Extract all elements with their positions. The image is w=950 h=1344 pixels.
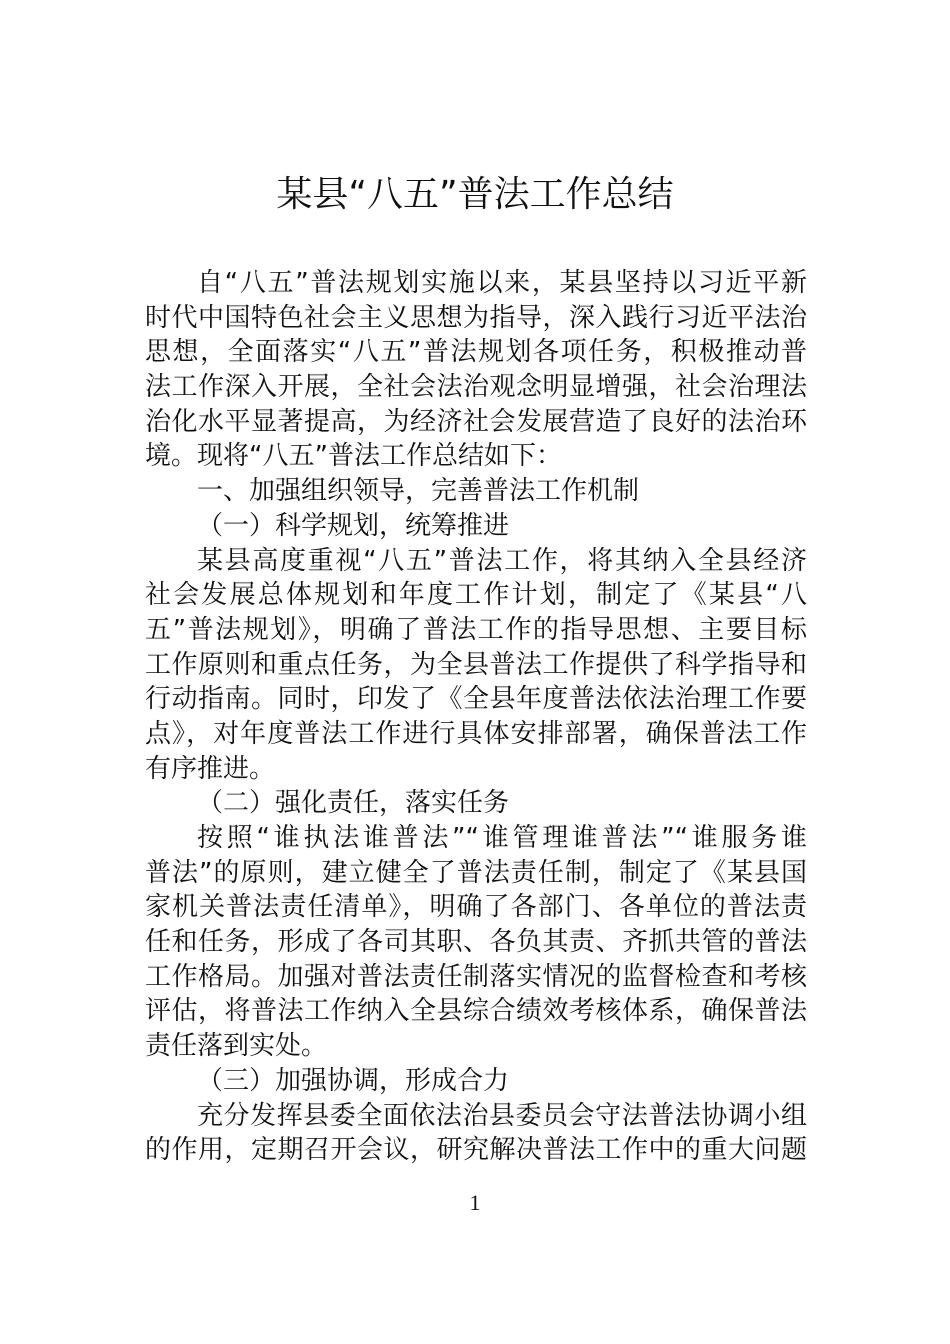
text-line: 一、加强组织领导，完善普法工作机制 — [197, 476, 640, 507]
text-line: 时代中国特色社会主义思想为指导，深入践行习近平法治 — [145, 302, 807, 333]
text-line: （二）强化责任，落实任务 — [197, 788, 510, 819]
text-line: （三）加强协调，形成合力 — [197, 1065, 510, 1096]
text-line: 五”普法规划》，明确了普法工作的指导思想、主要目标 — [145, 614, 807, 645]
text-line: 境。现将“八五”普法工作总结如下： — [145, 441, 562, 472]
text-line: （一）科学规划，统筹推进 — [197, 510, 510, 541]
text-line: 思想，全面落实“八五”普法规划各项任务，积极推动普 — [145, 337, 807, 368]
text-line: 的作用，定期召开会议，研究解决普法工作中的重大问题 — [145, 1135, 807, 1166]
text-line: 按照“谁执法谁普法”“谁管理谁普法”“谁服务谁 — [197, 823, 807, 853]
text-line: 任和任务，形成了各司其职、各负其责、齐抓共管的普法 — [145, 927, 807, 958]
text-line: 自“八五”普法规划实施以来，某县坚持以习近平新 — [197, 268, 807, 298]
text-line: 普法”的原则，建立健全了普法责任制，制定了《某县国 — [145, 857, 807, 888]
text-line: 社会发展总体规划和年度工作计划，制定了《某县“八 — [145, 580, 807, 611]
document-title: 某县“八五”普法工作总结 — [276, 174, 674, 215]
text-line: 行动指南。同时，印发了《全县年度普法依法治理工作要 — [145, 684, 807, 715]
text-line: 评估，将普法工作纳入全县综合绩效考核体系，确保普法 — [145, 996, 807, 1027]
text-line: 法工作深入开展，全社会法治观念明显增强，社会治理法 — [145, 372, 807, 403]
text-line: 工作格局。加强对普法责任制落实情况的监督检查和考核 — [145, 961, 807, 992]
text-line: 充分发挥县委全面依法治县委员会守法普法协调小组 — [197, 1100, 807, 1131]
text-line: 治化水平显著提高，为经济社会发展营造了良好的法治环 — [145, 406, 807, 437]
text-line: 责任落到实处。 — [145, 1031, 328, 1062]
page-number: 1 — [469, 1190, 481, 1215]
text-line: 有序推进。 — [145, 753, 276, 784]
text-line: 某县高度重视“八五”普法工作，将其纳入全县经济 — [197, 545, 807, 576]
text-line: 家机关普法责任清单》，明确了各部门、各单位的普法责 — [145, 892, 807, 923]
text-line: 点》，对年度普法工作进行具体安排部署，确保普法工作 — [145, 718, 807, 749]
text-line: 工作原则和重点任务，为全县普法工作提供了科学指导和 — [145, 649, 807, 680]
document-body — [145, 266, 807, 1168]
